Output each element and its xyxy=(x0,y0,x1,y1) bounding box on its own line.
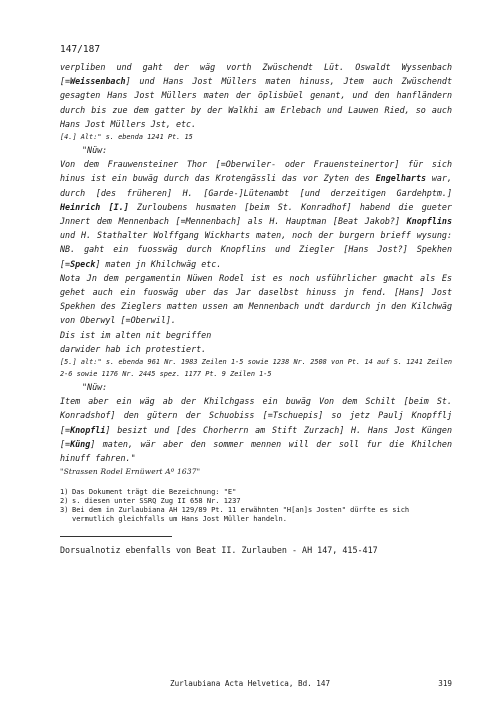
paragraph: Nota Jn dem pergamentin Nüwen Rodel ist es noch usführlicher gmacht als Es gehet auch ein fuoswäg uber das Jar daselbst hinuss jn fend. [Hans] Jost Spekhen des Zieglers matten ussen am Mennenbach undt dardurch jn den Kilchwäg von Oberwyl [=Oberwil]. xyxy=(60,272,452,326)
footnote xyxy=(60,488,452,497)
paragraph: "Nüw: xyxy=(82,382,108,393)
footnote-number: 3) xyxy=(60,506,69,514)
footnotes xyxy=(60,488,452,524)
page-number: 319 xyxy=(438,679,452,688)
footnote xyxy=(60,506,452,524)
paragraph: "Strassen Rodel Ernüwert Aº 1637" xyxy=(60,467,201,477)
paragraph: Item aber ein wäg ab der Khilchgass ein buwäg Von dem Schilt [beim St. Konradshof] den gütern der Schuobiss [=Tschuepis] so jetz Paulj Knopfflj [=Knopfli] besizt und [des Chorherrn am Stift Zurzach] H. Hans Jost Küngen [=Küng] maten, wär aber den sommer mennen will der soll fur die Khilchen hinuff fahren." xyxy=(60,396,452,464)
footnote-number: 1) xyxy=(60,488,69,496)
dorsal-note: Dorsualnotiz ebenfalls von Beat II. Zurlauben - AH 147, 415-417 xyxy=(60,545,378,555)
footnote-text: s. diesen unter SSRQ Zug II 658 Nr. 1237 xyxy=(72,497,241,505)
document-body xyxy=(60,60,452,479)
paragraph: Dis ist im alten nit begriffen xyxy=(60,329,212,340)
paragraph: verpliben und gaht der wäg vorth Zwüschendt Lüt. Oswaldt Wyssenbach [=Weissenbach] und Hans Jost Müllers maten hinuss, Jtem auch Zwüschendt gesagten Hans Jost Müllers maten der öplisbüel genant, und den hanfländern durch bis zue dem gatter by der Walkhi am Erlebach und Lauwen Ried, so auch Hans Jost Müllers Jst, etc. xyxy=(60,62,452,129)
separator-rule xyxy=(60,536,172,537)
paragraph: darwider hab ich protestiert. xyxy=(60,343,207,354)
page-reference-number: 147/187 xyxy=(60,44,101,55)
paragraph: [5.] alt:" s. ebenda 961 Nr. 1983 Zeilen 1-5 sowie 1238 Nr. 2508 von Pt. 14 auf S. 1241 Zeilen 2-6 sowie 1176 Nr. 2445 spez. 1177 Pt. 9 Zeilen 1-5 xyxy=(60,358,452,379)
footnote-text: Das Dokument trägt die Bezeichnung: "E" xyxy=(72,488,237,496)
footnote xyxy=(60,497,452,506)
footnote-number: 2) xyxy=(60,497,69,505)
footnote-text: Bei dem in Zurlaubiana AH 129/89 Pt. 11 erwähnten "H[an]s Josten" dürfte es sich vermutlich gleichfalls um Hans Jost Müller handeln. xyxy=(72,506,410,523)
journal-title: Zurlaubiana Acta Helvetica, Bd. 147 xyxy=(170,679,331,688)
paragraph: [4.] Alt:" s. ebenda 1241 Pt. 15 xyxy=(60,133,193,142)
paragraph: Von dem Frauwensteiner Thor [=Oberwiler- oder Frauensteinertor] für sich hinus ist ein buwäg durch das Krotengässli das vor Zyten des Engelharts war, durch [des früheren] H. [Garde-]Lütenambt [und derzeitigen Gardehptm.] Heinrich [I.] Zurloubens husmaten [beim St. Konradhof] habend die gueter Jnnert dem Mennenbach [=Mennenbach] als H. Hauptman [Beat Jakob?] Knopflins und H. Stathalter Wolffgang Wickharts maten, noch der burgern brieff wysung: NB. gaht ein fuosswäg durch Knopflins und Ziegler [Hans Jost?] Spekhen [=Speck] maten jn Khilchwäg etc. xyxy=(60,159,452,269)
paragraph: "Nüw: xyxy=(82,145,108,156)
